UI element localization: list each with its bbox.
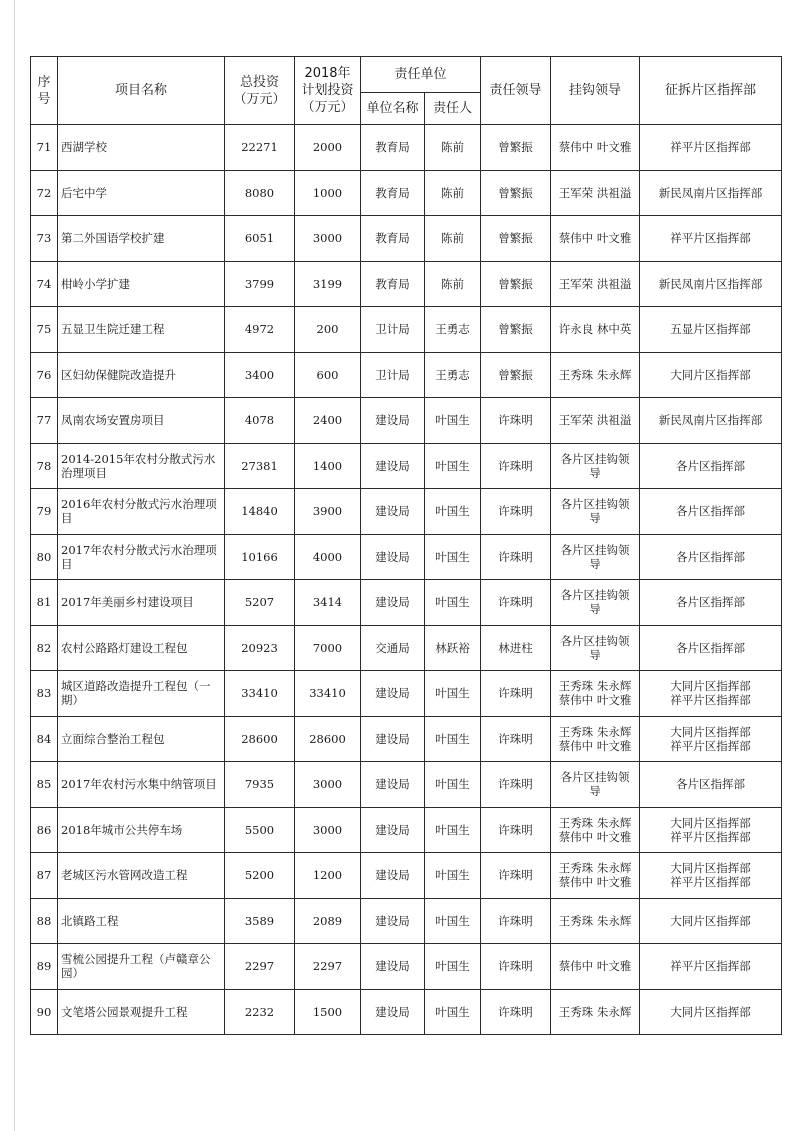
cell-no: 78 bbox=[31, 443, 58, 489]
header-total bbox=[225, 57, 295, 125]
cell-hook-leader bbox=[551, 216, 640, 262]
table-row bbox=[31, 716, 782, 762]
cell-district-hq-line: 祥平片区指挥部 bbox=[670, 140, 751, 155]
cell-hook-leader-line: 各片区挂钩领 bbox=[560, 497, 630, 512]
cell-plan-investment: 1000 bbox=[295, 170, 361, 216]
cell-hook-leader bbox=[551, 489, 640, 535]
cell-responsible-person: 叶国生 bbox=[425, 762, 481, 808]
cell-district-hq bbox=[640, 398, 782, 444]
cell-no: 84 bbox=[31, 716, 58, 762]
cell-responsible-person: 王勇志 bbox=[425, 307, 481, 353]
cell-responsible-leader: 许珠明 bbox=[481, 580, 551, 626]
cell-plan-investment: 3900 bbox=[295, 489, 361, 535]
cell-responsible-person: 叶国生 bbox=[425, 398, 481, 444]
cell-district-hq bbox=[640, 125, 782, 171]
cell-hook-leader-line: 王秀珠 朱永辉 bbox=[558, 724, 632, 739]
cell-unit-name: 建设局 bbox=[361, 807, 425, 853]
cell-total-investment: 28600 bbox=[225, 716, 295, 762]
table-row bbox=[31, 853, 782, 899]
cell-plan-investment: 1400 bbox=[295, 443, 361, 489]
cell-project-name: 西湖学校 bbox=[58, 125, 225, 171]
cell-no: 82 bbox=[31, 625, 58, 671]
cell-district-hq bbox=[640, 170, 782, 216]
cell-responsible-leader: 许珠明 bbox=[481, 671, 551, 717]
cell-total-investment: 5207 bbox=[225, 580, 295, 626]
cell-no: 89 bbox=[31, 944, 58, 990]
table-row bbox=[31, 170, 782, 216]
cell-district-hq bbox=[640, 671, 782, 717]
cell-district-hq-line: 大同片区指挥部 bbox=[670, 1004, 751, 1019]
cell-hook-leader-line: 各片区挂钩领 bbox=[560, 633, 630, 648]
cell-responsible-leader: 许珠明 bbox=[481, 989, 551, 1035]
cell-total-investment: 5500 bbox=[225, 807, 295, 853]
cell-hook-leader-line: 各片区挂钩领 bbox=[560, 770, 630, 785]
cell-project-name: 区妇幼保健院改造提升 bbox=[58, 352, 225, 398]
cell-responsible-leader: 许珠明 bbox=[481, 853, 551, 899]
cell-district-hq bbox=[640, 352, 782, 398]
cell-plan-investment: 1500 bbox=[295, 989, 361, 1035]
cell-hook-leader-line: 蔡伟中 叶文雅 bbox=[558, 231, 632, 246]
cell-plan-investment: 200 bbox=[295, 307, 361, 353]
cell-district-hq-line: 各片区指挥部 bbox=[676, 595, 746, 610]
cell-responsible-leader: 许珠明 bbox=[481, 443, 551, 489]
cell-district-hq-line: 各片区指挥部 bbox=[676, 777, 746, 792]
cell-plan-investment: 600 bbox=[295, 352, 361, 398]
cell-hook-leader bbox=[551, 762, 640, 808]
cell-plan-investment: 33410 bbox=[295, 671, 361, 717]
cell-plan-investment: 3000 bbox=[295, 762, 361, 808]
cell-responsible-leader: 许珠明 bbox=[481, 716, 551, 762]
cell-responsible-person: 叶国生 bbox=[425, 443, 481, 489]
cell-responsible-person: 陈前 bbox=[425, 261, 481, 307]
cell-total-investment: 22271 bbox=[225, 125, 295, 171]
cell-district-hq-line: 各片区指挥部 bbox=[676, 549, 746, 564]
cell-total-investment: 8080 bbox=[225, 170, 295, 216]
cell-unit-name: 教育局 bbox=[361, 216, 425, 262]
cell-responsible-leader: 许珠明 bbox=[481, 898, 551, 944]
table-row bbox=[31, 762, 782, 808]
table-row bbox=[31, 261, 782, 307]
cell-total-investment: 2297 bbox=[225, 944, 295, 990]
cell-responsible-person: 王勇志 bbox=[425, 352, 481, 398]
cell-hook-leader-line: 导 bbox=[589, 465, 601, 480]
cell-total-investment: 4078 bbox=[225, 398, 295, 444]
cell-district-hq-line: 大同片区指挥部 bbox=[670, 367, 751, 382]
header-total-line-1: 总投资 bbox=[239, 74, 279, 90]
header-total-line-2: （万元） bbox=[233, 91, 286, 107]
table-row bbox=[31, 125, 782, 171]
cell-unit-name: 教育局 bbox=[361, 261, 425, 307]
cell-unit-name: 教育局 bbox=[361, 125, 425, 171]
cell-project-name: 后宅中学 bbox=[58, 170, 225, 216]
cell-no: 76 bbox=[31, 352, 58, 398]
cell-responsible-leader: 曾繁振 bbox=[481, 261, 551, 307]
cell-hook-leader-line: 蔡伟中 叶文雅 bbox=[558, 738, 632, 753]
cell-hook-leader-line: 王秀珠 朱永辉 bbox=[558, 861, 632, 876]
cell-hook-leader bbox=[551, 580, 640, 626]
cell-hook-leader-line: 王秀珠 朱永辉 bbox=[558, 679, 632, 694]
cell-responsible-person: 陈前 bbox=[425, 170, 481, 216]
cell-no: 88 bbox=[31, 898, 58, 944]
cell-responsible-leader: 许珠明 bbox=[481, 944, 551, 990]
cell-hook-leader bbox=[551, 443, 640, 489]
cell-hook-leader-line: 蔡伟中 叶文雅 bbox=[558, 875, 632, 890]
cell-project-name: 2018年城市公共停车场 bbox=[58, 807, 225, 853]
cell-no: 79 bbox=[31, 489, 58, 535]
cell-unit-name: 卫计局 bbox=[361, 307, 425, 353]
cell-unit-name: 建设局 bbox=[361, 580, 425, 626]
cell-hook-leader-line: 王秀珠 朱永辉 bbox=[558, 367, 632, 382]
cell-responsible-person: 叶国生 bbox=[425, 807, 481, 853]
header-hook: 挂钩领导 bbox=[551, 57, 640, 125]
cell-project-name: 凤南农场安置房项目 bbox=[58, 398, 225, 444]
cell-total-investment: 5200 bbox=[225, 853, 295, 899]
cell-responsible-person: 叶国生 bbox=[425, 534, 481, 580]
cell-unit-name: 建设局 bbox=[361, 898, 425, 944]
cell-total-investment: 7935 bbox=[225, 762, 295, 808]
table-header bbox=[31, 57, 782, 125]
header-plan-line-2: 计划投资 bbox=[301, 83, 354, 98]
cell-unit-name: 建设局 bbox=[361, 944, 425, 990]
cell-responsible-person: 叶国生 bbox=[425, 716, 481, 762]
cell-responsible-leader: 林进柱 bbox=[481, 625, 551, 671]
cell-unit-name: 交通局 bbox=[361, 625, 425, 671]
cell-hook-leader bbox=[551, 307, 640, 353]
cell-no: 80 bbox=[31, 534, 58, 580]
cell-district-hq-line: 祥平片区指挥部 bbox=[670, 829, 751, 844]
cell-hook-leader-line: 各片区挂钩领 bbox=[560, 542, 630, 557]
cell-hook-leader-line: 导 bbox=[589, 511, 601, 526]
cell-project-name: 北镇路工程 bbox=[58, 898, 225, 944]
cell-responsible-person: 叶国生 bbox=[425, 898, 481, 944]
cell-district-hq-line: 祥平片区指挥部 bbox=[670, 693, 751, 708]
header-resp-unit: 责任单位 bbox=[361, 57, 481, 93]
cell-hook-leader bbox=[551, 807, 640, 853]
cell-hook-leader-line: 王秀珠 朱永辉 bbox=[558, 1004, 632, 1019]
cell-district-hq bbox=[640, 807, 782, 853]
cell-district-hq bbox=[640, 898, 782, 944]
cell-unit-name: 建设局 bbox=[361, 989, 425, 1035]
cell-total-investment: 20923 bbox=[225, 625, 295, 671]
cell-no: 87 bbox=[31, 853, 58, 899]
table-row bbox=[31, 671, 782, 717]
cell-plan-investment: 1200 bbox=[295, 853, 361, 899]
cell-responsible-person: 叶国生 bbox=[425, 580, 481, 626]
cell-district-hq bbox=[640, 853, 782, 899]
cell-no: 85 bbox=[31, 762, 58, 808]
cell-district-hq-line: 祥平片区指挥部 bbox=[670, 738, 751, 753]
cell-district-hq-line: 各片区指挥部 bbox=[676, 504, 746, 519]
header-leader: 责任领导 bbox=[481, 57, 551, 125]
cell-hook-leader-line: 蔡伟中 叶文雅 bbox=[558, 959, 632, 974]
cell-hook-leader bbox=[551, 944, 640, 990]
cell-district-hq bbox=[640, 762, 782, 808]
cell-hook-leader-line: 许永良 林中英 bbox=[558, 322, 632, 337]
table-row bbox=[31, 443, 782, 489]
cell-plan-investment: 3199 bbox=[295, 261, 361, 307]
cell-plan-investment: 2297 bbox=[295, 944, 361, 990]
cell-unit-name: 建设局 bbox=[361, 716, 425, 762]
cell-project-name: 2017年农村污水集中纳管项目 bbox=[58, 762, 225, 808]
cell-district-hq bbox=[640, 625, 782, 671]
cell-project-name: 老城区污水管网改造工程 bbox=[58, 853, 225, 899]
header-plan bbox=[295, 57, 361, 125]
table-row bbox=[31, 398, 782, 444]
table-row bbox=[31, 944, 782, 990]
cell-responsible-leader: 许珠明 bbox=[481, 534, 551, 580]
cell-district-hq bbox=[640, 580, 782, 626]
cell-hook-leader-line: 蔡伟中 叶文雅 bbox=[558, 829, 632, 844]
cell-hook-leader-line: 导 bbox=[589, 556, 601, 571]
header-person: 责任人 bbox=[425, 93, 481, 125]
cell-unit-name: 建设局 bbox=[361, 534, 425, 580]
cell-hook-leader bbox=[551, 352, 640, 398]
header-plan-line-1: 2018年 bbox=[304, 66, 351, 81]
cell-plan-investment: 2400 bbox=[295, 398, 361, 444]
page-edge-line bbox=[14, 0, 15, 1131]
cell-hook-leader-line: 各片区挂钩领 bbox=[560, 588, 630, 603]
cell-responsible-person: 陈前 bbox=[425, 216, 481, 262]
cell-hook-leader-line: 王军荣 洪祖溢 bbox=[558, 276, 632, 291]
cell-responsible-leader: 许珠明 bbox=[481, 398, 551, 444]
cell-unit-name: 教育局 bbox=[361, 170, 425, 216]
cell-district-hq-line: 祥平片区指挥部 bbox=[670, 959, 751, 974]
cell-project-name: 2017年农村分散式污水治理项目 bbox=[58, 534, 225, 580]
cell-hook-leader bbox=[551, 261, 640, 307]
cell-total-investment: 3400 bbox=[225, 352, 295, 398]
cell-hook-leader-line: 导 bbox=[589, 602, 601, 617]
cell-district-hq bbox=[640, 489, 782, 535]
cell-district-hq-line: 新民凤南片区指挥部 bbox=[658, 185, 763, 200]
cell-plan-investment: 2089 bbox=[295, 898, 361, 944]
cell-hook-leader-line: 王秀珠 朱永辉 bbox=[558, 913, 632, 928]
cell-responsible-person: 叶国生 bbox=[425, 489, 481, 535]
table-row bbox=[31, 307, 782, 353]
table-row bbox=[31, 216, 782, 262]
cell-hook-leader bbox=[551, 898, 640, 944]
cell-responsible-person: 林跃裕 bbox=[425, 625, 481, 671]
cell-district-hq-line: 各片区指挥部 bbox=[676, 458, 746, 473]
cell-total-investment: 2232 bbox=[225, 989, 295, 1035]
table-row bbox=[31, 625, 782, 671]
header-hq: 征拆片区指挥部 bbox=[640, 57, 782, 125]
cell-hook-leader bbox=[551, 853, 640, 899]
cell-district-hq-line: 祥平片区指挥部 bbox=[670, 231, 751, 246]
cell-responsible-person: 叶国生 bbox=[425, 671, 481, 717]
cell-district-hq bbox=[640, 307, 782, 353]
cell-plan-investment: 3000 bbox=[295, 216, 361, 262]
table-body bbox=[31, 125, 782, 1035]
header-name: 项目名称 bbox=[58, 57, 225, 125]
cell-district-hq-line: 各片区指挥部 bbox=[676, 640, 746, 655]
cell-responsible-leader: 曾繁振 bbox=[481, 125, 551, 171]
table-row bbox=[31, 898, 782, 944]
cell-total-investment: 3799 bbox=[225, 261, 295, 307]
cell-hook-leader bbox=[551, 716, 640, 762]
cell-plan-investment: 28600 bbox=[295, 716, 361, 762]
cell-unit-name: 建设局 bbox=[361, 671, 425, 717]
cell-project-name: 农村公路路灯建设工程包 bbox=[58, 625, 225, 671]
cell-plan-investment: 2000 bbox=[295, 125, 361, 171]
cell-total-investment: 3589 bbox=[225, 898, 295, 944]
project-table bbox=[30, 56, 782, 1035]
cell-hook-leader bbox=[551, 170, 640, 216]
cell-responsible-leader: 许珠明 bbox=[481, 489, 551, 535]
cell-hook-leader bbox=[551, 398, 640, 444]
header-no: 序号 bbox=[31, 57, 58, 125]
cell-district-hq bbox=[640, 989, 782, 1035]
cell-hook-leader-line: 导 bbox=[589, 647, 601, 662]
cell-hook-leader-line: 王军荣 洪祖溢 bbox=[558, 185, 632, 200]
cell-hook-leader bbox=[551, 989, 640, 1035]
cell-district-hq bbox=[640, 716, 782, 762]
cell-project-name: 2017年美丽乡村建设项目 bbox=[58, 580, 225, 626]
cell-total-investment: 14840 bbox=[225, 489, 295, 535]
cell-no: 74 bbox=[31, 261, 58, 307]
cell-responsible-person: 叶国生 bbox=[425, 944, 481, 990]
cell-project-name: 2014-2015年农村分散式污水治理项目 bbox=[58, 443, 225, 489]
cell-district-hq-line: 五显片区指挥部 bbox=[670, 322, 751, 337]
cell-plan-investment: 3000 bbox=[295, 807, 361, 853]
cell-district-hq-line: 大同片区指挥部 bbox=[670, 913, 751, 928]
cell-district-hq-line: 大同片区指挥部 bbox=[670, 861, 751, 876]
cell-hook-leader-line: 各片区挂钩领 bbox=[560, 451, 630, 466]
cell-district-hq-line: 新民凤南片区指挥部 bbox=[658, 276, 763, 291]
cell-no: 77 bbox=[31, 398, 58, 444]
cell-no: 83 bbox=[31, 671, 58, 717]
cell-responsible-person: 叶国生 bbox=[425, 989, 481, 1035]
cell-project-name: 五显卫生院迁建工程 bbox=[58, 307, 225, 353]
cell-total-investment: 27381 bbox=[225, 443, 295, 489]
cell-no: 71 bbox=[31, 125, 58, 171]
cell-district-hq-line: 祥平片区指挥部 bbox=[670, 875, 751, 890]
cell-total-investment: 10166 bbox=[225, 534, 295, 580]
cell-project-name: 立面综合整治工程包 bbox=[58, 716, 225, 762]
cell-district-hq-line: 新民凤南片区指挥部 bbox=[658, 413, 763, 428]
cell-plan-investment: 7000 bbox=[295, 625, 361, 671]
cell-district-hq-line: 大同片区指挥部 bbox=[670, 815, 751, 830]
cell-project-name: 城区道路改造提升工程包（一期） bbox=[58, 671, 225, 717]
cell-responsible-leader: 许珠明 bbox=[481, 762, 551, 808]
cell-hook-leader bbox=[551, 125, 640, 171]
cell-responsible-leader: 曾繁振 bbox=[481, 170, 551, 216]
cell-unit-name: 建设局 bbox=[361, 398, 425, 444]
cell-no: 73 bbox=[31, 216, 58, 262]
cell-hook-leader bbox=[551, 671, 640, 717]
cell-no: 81 bbox=[31, 580, 58, 626]
cell-project-name: 柑岭小学扩建 bbox=[58, 261, 225, 307]
header-plan-line-3: （万元） bbox=[301, 100, 354, 115]
cell-district-hq bbox=[640, 216, 782, 262]
cell-district-hq-line: 大同片区指挥部 bbox=[670, 679, 751, 694]
cell-unit-name: 建设局 bbox=[361, 489, 425, 535]
cell-unit-name: 建设局 bbox=[361, 853, 425, 899]
table-row bbox=[31, 807, 782, 853]
cell-total-investment: 6051 bbox=[225, 216, 295, 262]
table-row bbox=[31, 352, 782, 398]
cell-project-name: 文笔塔公园景观提升工程 bbox=[58, 989, 225, 1035]
cell-hook-leader-line: 蔡伟中 叶文雅 bbox=[558, 140, 632, 155]
header-unit-name: 单位名称 bbox=[361, 93, 425, 125]
cell-hook-leader bbox=[551, 625, 640, 671]
cell-no: 75 bbox=[31, 307, 58, 353]
cell-no: 90 bbox=[31, 989, 58, 1035]
cell-responsible-leader: 曾繁振 bbox=[481, 352, 551, 398]
cell-hook-leader bbox=[551, 534, 640, 580]
cell-project-name: 雪梳公园提升工程（卢赣章公园） bbox=[58, 944, 225, 990]
cell-project-name: 第二外国语学校扩建 bbox=[58, 216, 225, 262]
cell-unit-name: 卫计局 bbox=[361, 352, 425, 398]
cell-total-investment: 4972 bbox=[225, 307, 295, 353]
cell-unit-name: 建设局 bbox=[361, 762, 425, 808]
cell-responsible-person: 叶国生 bbox=[425, 853, 481, 899]
cell-district-hq bbox=[640, 261, 782, 307]
cell-hook-leader-line: 王军荣 洪祖溢 bbox=[558, 413, 632, 428]
cell-district-hq bbox=[640, 534, 782, 580]
cell-plan-investment: 3414 bbox=[295, 580, 361, 626]
cell-responsible-leader: 曾繁振 bbox=[481, 216, 551, 262]
table-row bbox=[31, 989, 782, 1035]
cell-no: 86 bbox=[31, 807, 58, 853]
cell-project-name: 2016年农村分散式污水治理项目 bbox=[58, 489, 225, 535]
cell-total-investment: 33410 bbox=[225, 671, 295, 717]
cell-unit-name: 建设局 bbox=[361, 443, 425, 489]
cell-responsible-leader: 许珠明 bbox=[481, 807, 551, 853]
cell-no: 72 bbox=[31, 170, 58, 216]
cell-district-hq-line: 大同片区指挥部 bbox=[670, 724, 751, 739]
table-row bbox=[31, 489, 782, 535]
table-row bbox=[31, 534, 782, 580]
cell-district-hq bbox=[640, 944, 782, 990]
cell-hook-leader-line: 王秀珠 朱永辉 bbox=[558, 815, 632, 830]
table-row bbox=[31, 580, 782, 626]
cell-hook-leader-line: 导 bbox=[589, 784, 601, 799]
cell-hook-leader-line: 蔡伟中 叶文雅 bbox=[558, 693, 632, 708]
cell-responsible-leader: 曾繁振 bbox=[481, 307, 551, 353]
cell-responsible-person: 陈前 bbox=[425, 125, 481, 171]
cell-district-hq bbox=[640, 443, 782, 489]
cell-plan-investment: 4000 bbox=[295, 534, 361, 580]
